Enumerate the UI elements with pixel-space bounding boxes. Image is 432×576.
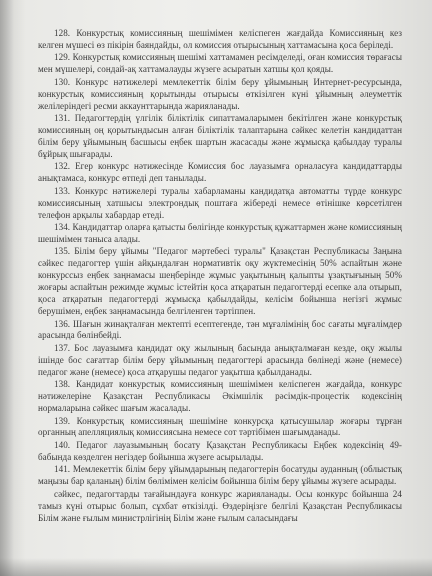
paragraph-133: 133. Конкурс нәтижелері туралы хабарламаны кандидатқа автоматты түрде конкурс комиссиясының хатшысы электрондық поштаға жібереді немесе өтінішке көрсетілген телефон арқылы хабардар етеді. <box>38 185 402 220</box>
paragraph-141: 141. Мемлекеттік білім беру ұйымдарының педагогтерін босатуды ауданның (облыстық маңызы бар қаланың) білім бөлімімен келісім бойынша білім беру ұйымы жүзеге асырады. <box>38 464 402 487</box>
paragraph-134: 134. Кандидаттар оларға қатысты бөлігінде конкурстық құжаттармен және комиссияның шешімімен таныса алады. <box>38 222 402 244</box>
paragraph-131: 131. Педагогтердің үлгілік біліктілік сипаттамаларымен бекітілген және конкурстық комиссияның оң қорытындысын алған біліктілік талаптарына сәйкес келетін кандидаттан білім беру ұйымының басшысы еңбек шартын жасасады және жұмысқа қабылдау туралы бұйрық шығарады. <box>38 113 402 159</box>
document-body <box>38 28 402 524</box>
paragraph-128: 128. Конкурстық комиссияның шешімімен келіспеген жағдайда Комиссияның кез келген мүшесі өз пікірін баяндайды, ол комиссия отырысының хаттамасына қоса беріледі. <box>38 28 402 50</box>
scan-left-shadow <box>0 0 14 576</box>
paragraph-138: 138. Кандидат конкурстық комиссияның шешімімен келіспеген жағдайда, конкурс нәтижелеріне Қазақстан Республикасы Әкімшілік рәсімдік-процестік кодексінің нормаларына сәйкес шағым жасалады. <box>38 379 402 414</box>
scan-bottom-shadow <box>0 558 432 576</box>
paragraph-130: 130. Конкурс нәтижелері мемлекеттік білім беру ұйымының Интернет-ресурсында, конкурстық комиссияның қорытынды отырысы өткізілген күні ұйымның әлеуметтік желілеріндегі ресми аккаунттарында жарияланады. <box>38 76 402 111</box>
paragraph-continuation: сәйкес, педагогтарды тағайындауға конкурс жарияланады. Осы конкурс бойынша 24 тамыз күні отырыс болып, сұхбат өткізілді. Өздеріңізге белгілі Қазақстан Республикасы Білім және ғылым министрлігінің Білім және ғылым саласындағы <box>38 488 402 523</box>
paragraph-135: 135. Білім беру ұйымы "Педагог мәртебесі туралы" Қазақстан Республикасы Заңына сәйкес педагогтер үшін айқындалған нормативтік оқу жүктемесінің 50% аспайтын және конкурссыз еңбек заңнамасы шеңберінде жұмыс уақытының қалыпты ұзақтығының 50% жоғары аспайтын режимде жұмыс істейтін қоса атқаратын педагогтерді есепке ала отырып, қоса атқаратын педагогтерді жұмысқа қабылдайды, келісім бойынша негізгі жұмыс берушімен, еңбек заңнамасында белгіленген тәртіппен. <box>38 246 402 316</box>
paragraph-140: 140. Педагог лауазымының босату Қазақстан Республикасы Еңбек кодексінің 49-бабында көзделген негіздер бойынша жүзеге асырылады. <box>38 439 402 462</box>
paragraph-129: 129. Конкурстық комиссияның шешімі хаттамамен ресімделеді, оған комиссия төрағасы мен мүшелері, сондай-ақ хаттамалауды жүзеге асыратын хатшы қол қояды. <box>38 52 402 75</box>
paragraph-132: 132. Егер конкурс нәтижесінде Комиссия бос лауазымға орналасуға кандидаттарды анықтамаса, конкурс өтпеді деп танылады. <box>38 161 402 184</box>
paragraph-136: 136. Шағын жинақталған мектепті есептегенде, тән мұғалімінің бос сағаты мұғалімдер арасында бөлінбейді. <box>38 318 402 341</box>
paragraph-139: 139. Конкурстық комиссияның шешіміне конкурсқа қатысушылар жоғары тұрған органның апелляциялық комиссиясына немесе сот тәртібімен шағымданады. <box>38 415 402 438</box>
paragraph-137: 137. Бос лауазымға кандидат оқу жылының басында анықталмаған кезде, оқу жылы ішінде бос сағаттар білім беру ұйымының педагогтері арасында бөлінеді және (немесе) педагог және (немесе) қоса атқарушы педагог уақытша қабылданады. <box>38 342 402 377</box>
